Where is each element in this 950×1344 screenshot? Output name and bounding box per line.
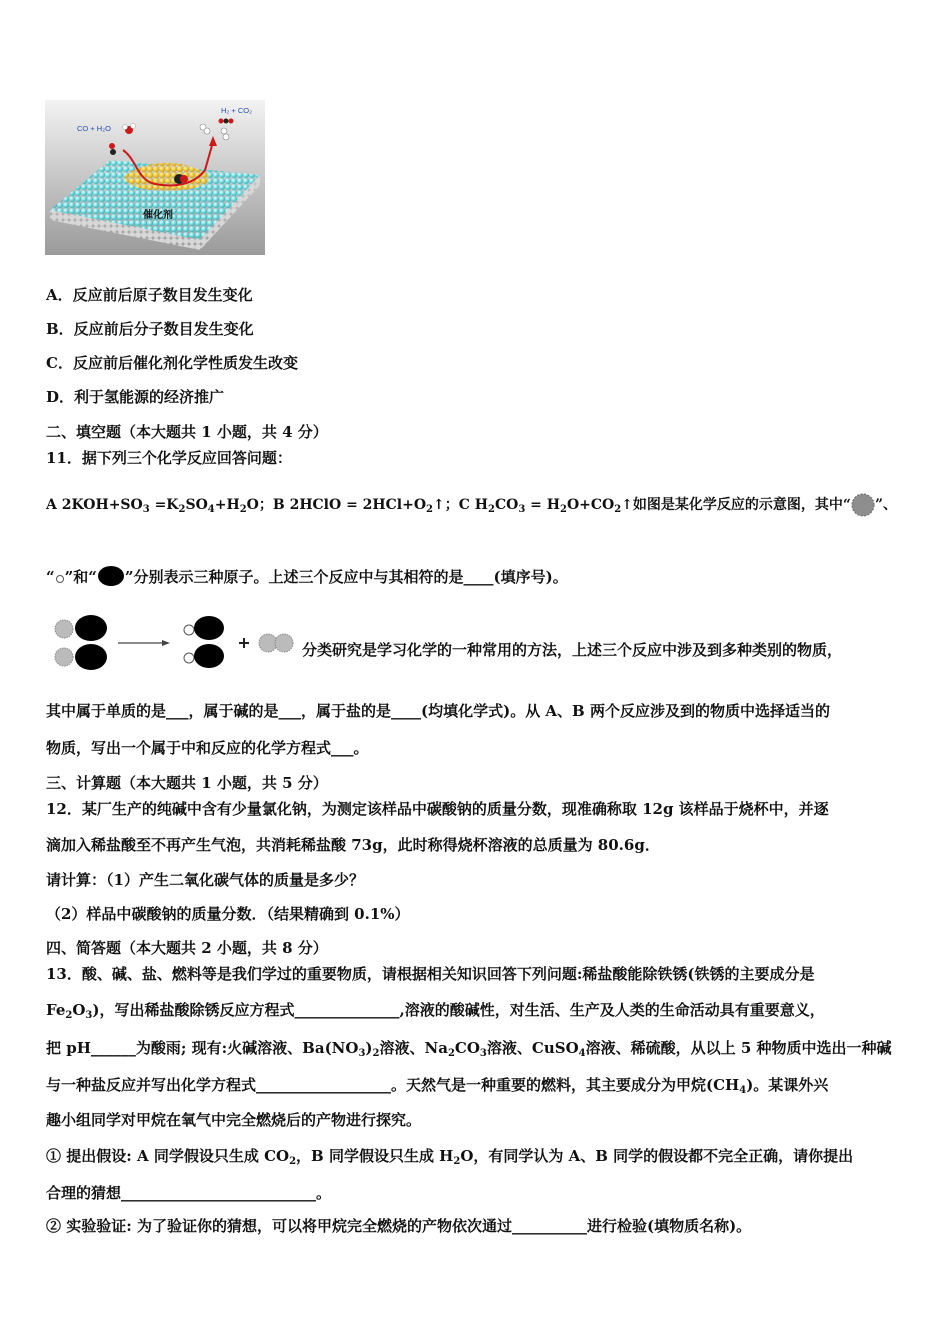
question-13-verification: ② 实验验证: 为了验证你的猜想，可以将甲烷完全燃烧的产物依次通过__________进行检验(填物质名称)。 <box>46 1217 752 1235</box>
question-11-substances: 其中属于单质的是___，属于碱的是___，属于盐的是____(均填化学式)。从 A、B 两个反应涉及到的物质中选择适当的 <box>46 702 830 720</box>
question-13-line1: 13．酸、碱、盐、燃料等是我们学过的重要物质，请根据相关知识回答下列问题:稀盐酸能除铁锈(铁锈的主要成分是 <box>46 965 815 983</box>
option-b: B．反应前后分子数目发生变化 <box>46 320 254 338</box>
question-13-line5: 趣小组同学对甲烷在氧气中完全燃烧后的产物进行探究。 <box>46 1111 422 1129</box>
plus-icon <box>239 638 249 648</box>
question-12-line3: 请计算：（1）产生二氧化碳气体的质量是多少？ <box>46 871 364 889</box>
question-12-line1: 12．某厂生产的纯碱中含有少量氯化钠，为测定该样品中碳酸钠的质量分数，现准确称取 12g 该样品于烧杯中，并逐 <box>46 800 829 818</box>
question-11-legend-line: “ ”和“ ”分别表示三种原子。上述三个反应中与其相符的是____(填序号)。 <box>46 566 568 590</box>
section-heading-calculation: 三、计算题（本大题共 1 小题，共 5 分） <box>46 774 328 792</box>
option-c: C．反应前后催化剂化学性质发生改变 <box>46 354 298 372</box>
product-molecules-icon <box>184 616 224 668</box>
question-11-classification: 分类研究是学习化学的一种常用的方法，上述三个反应中涉及到多种类别的物质， <box>302 641 843 659</box>
question-11-reactions: A $2KOH+SO_3 =K_2SO_4+H_2O$；B 2HClO = $2HCl+O_2↑$；C $H_2CO_3$ = $H_2O+CO_2↑$如图是某化学反应的示意图，其中“ ”、 <box>46 492 897 520</box>
grey-diatomic-molecule-icon <box>259 634 293 652</box>
question-13-hypothesis: ① 提出假设: A 同学假设只生成 $CO_2$，B 同学假设只生成 $H_2O$，有同学认为 A、B 同学的假设都不完全正确，请你提出 <box>46 1147 854 1167</box>
small-white-atom-icon <box>55 573 65 583</box>
section-heading-fill-in: 二、填空题（本大题共 1 小题，共 4 分） <box>46 423 328 441</box>
black-atom-icon <box>97 566 125 590</box>
question-12-line4: （2）样品中碳酸钠的质量分数．（结果精确到 0.1%） <box>46 905 410 923</box>
question-13-guess: 合理的猜想__________________________。 <box>46 1184 332 1202</box>
section-heading-short-answer: 四、简答题（本大题共 2 小题，共 8 分） <box>46 939 328 957</box>
reaction-arrow-icon <box>118 640 170 646</box>
question-13-line2: $Fe_2O_3$)，写出稀盐酸除锈反应方程式______________,溶液的酸碱性，对生活、生产及人类的生命活动具有重要意义， <box>46 1001 825 1021</box>
figure-catalyst-label: 催化剂 <box>143 210 173 221</box>
question-13-line3: 把 pH______为酸雨; 现有:火碱溶液、$Ba(NO_3)_2$溶液、$Na_2CO_3$溶液、CuSO$_4$溶液、稀硫酸，从以上 5 种物质中选出一种碱 <box>46 1039 892 1059</box>
figure-right-label: H₂ + CO₂ <box>221 106 253 115</box>
question-13-line4: 与一种盐反应并写出化学方程式__________________。天然气是一种重要的燃料，其主要成分为甲烷$(CH_4)$。某课外兴 <box>46 1076 829 1096</box>
option-d: D．利于氢能源的经济推广 <box>46 388 225 406</box>
molecule-reaction-diagram <box>46 612 301 672</box>
question-12-line2: 滴加入稀盐酸至不再产生气泡，共消耗稀盐酸 73g，此时称得烧杯溶液的总质量为 80.6g． <box>46 836 660 854</box>
reactant-molecules-icon <box>55 615 107 670</box>
question-11-neutralization: 物质，写出一个属于中和反应的化学方程式___。 <box>46 739 369 757</box>
figure-left-label: CO + H₂O <box>77 124 111 133</box>
question-11-title: 11．据下列三个化学反应回答问题： <box>46 449 292 467</box>
grey-atom-icon <box>851 492 875 518</box>
catalyst-reaction-figure <box>45 100 265 255</box>
option-a: A．反应前后原子数目发生变化 <box>46 286 253 304</box>
